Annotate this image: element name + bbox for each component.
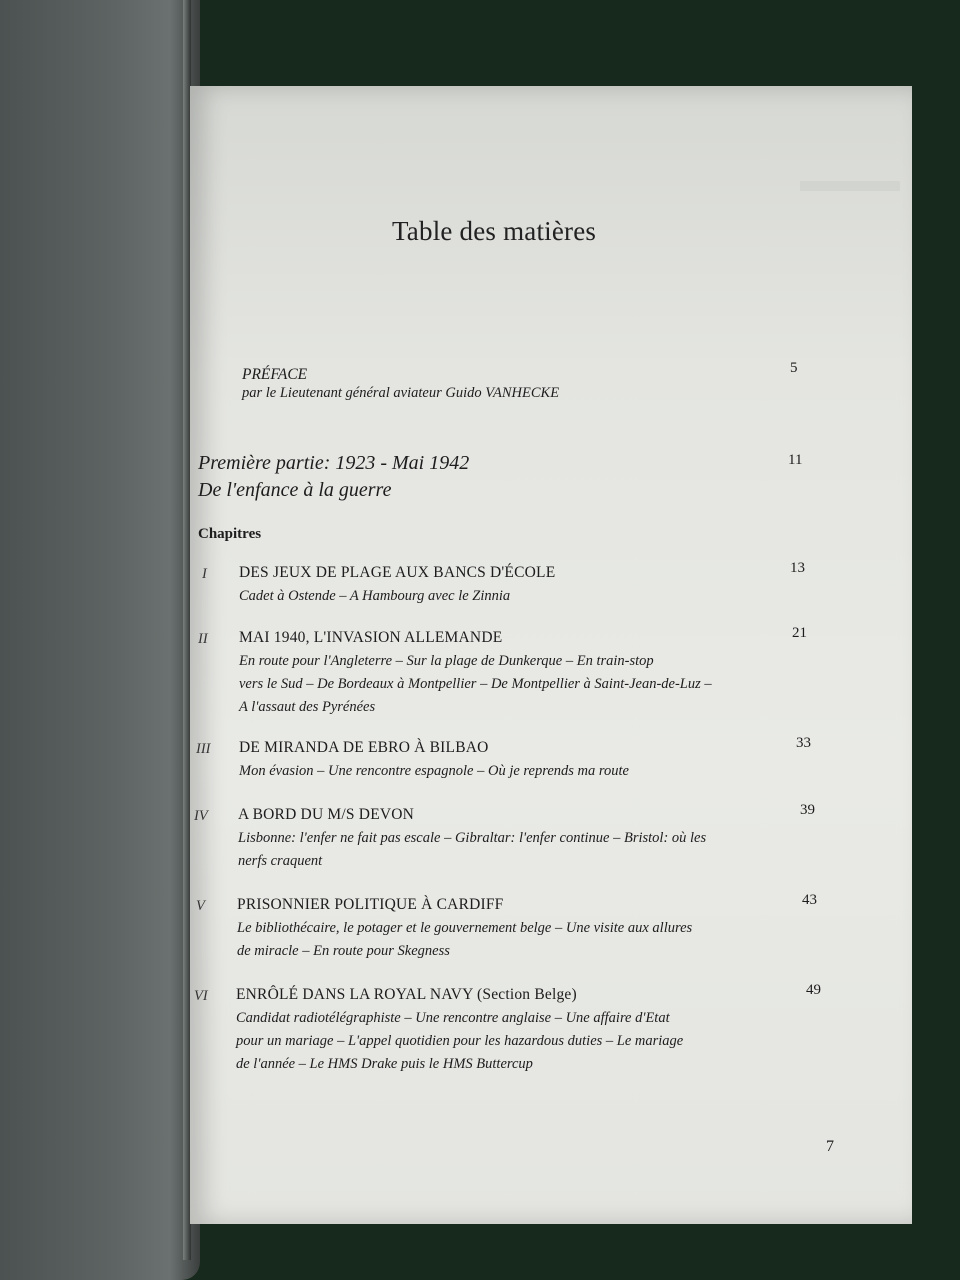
chapter-description-line: Le bibliothécaire, le potager et le gouvernement belge – Une visite aux allures	[237, 920, 693, 936]
preface-page-number: 5	[790, 360, 798, 376]
chapter-number: I	[202, 566, 207, 582]
chapter-title: MAI 1940, L'INVASION ALLEMANDE	[239, 629, 503, 646]
chapter-number: III	[196, 741, 211, 757]
chapter-title: ENRÔLÉ DANS LA ROYAL NAVY (Section Belge)	[236, 986, 577, 1003]
part-subtitle: De l'enfance à la guerre	[198, 479, 392, 501]
chapter-number: IV	[194, 808, 208, 824]
show-through	[800, 181, 900, 191]
chapter-description-line: vers le Sud – De Bordeaux à Montpellier – De Montpellier à Saint-Jean-de-Luz –	[239, 676, 712, 692]
chapter-description-line: Cadet à Ostende – A Hambourg avec le Zinnia	[239, 588, 511, 604]
chapter-title: PRISONNIER POLITIQUE À CARDIFF	[237, 896, 504, 913]
chapters-heading: Chapitres	[198, 526, 262, 542]
part-title: Première partie: 1923 - Mai 1942	[198, 452, 470, 474]
chapter-page-number: 33	[796, 735, 811, 751]
chapter-description-line: nerfs craquent	[238, 853, 323, 869]
chapter-description-line: de miracle – En route pour Skegness	[237, 943, 450, 959]
facing-page	[0, 0, 200, 1280]
chapter-description	[237, 917, 692, 963]
chapter-description-line: Candidat radiotélégraphiste – Une rencontre anglaise – Une affaire d'Etat	[236, 1010, 670, 1026]
chapter-title: DES JEUX DE PLAGE AUX BANCS D'ÉCOLE	[239, 564, 556, 581]
preface-subtitle: par le Lieutenant général aviateur Guido VANHECKE	[242, 385, 560, 401]
chapter-description	[239, 650, 712, 719]
chapter-page-number: 43	[802, 892, 817, 908]
chapter-description	[236, 1007, 683, 1076]
chapter-description-line: Lisbonne: l'enfer ne fait pas escale – Gibraltar: l'enfer continue – Bristol: où les	[238, 830, 707, 846]
chapter-description-line: Mon évasion – Une rencontre espagnole – Où je reprends ma route	[239, 763, 629, 779]
chapter-number: V	[196, 898, 205, 914]
chapter-number: II	[198, 631, 208, 647]
page-folio-number: 7	[826, 1138, 834, 1155]
chapter-description	[238, 827, 706, 873]
chapter-number: VI	[194, 988, 208, 1004]
chapter-description-line: de l'année – Le HMS Drake puis le HMS Buttercup	[236, 1056, 533, 1072]
chapter-description-line: A l'assaut des Pyrénées	[239, 699, 376, 715]
chapter-description-line: En route pour l'Angleterre – Sur la plage de Dunkerque – En train-stop	[239, 653, 654, 669]
chapter-page-number: 39	[800, 802, 815, 818]
chapter-description	[239, 760, 629, 783]
chapter-description	[239, 585, 510, 608]
chapter-title: DE MIRANDA DE EBRO À BILBAO	[239, 739, 489, 756]
preface-label: PRÉFACE	[242, 366, 308, 383]
chapter-title: A BORD DU M/S DEVON	[238, 806, 415, 823]
chapter-page-number: 49	[806, 982, 821, 998]
chapter-description-line: pour un mariage – L'appel quotidien pour les hazardous duties – Le mariage	[236, 1033, 684, 1049]
book-page	[190, 86, 912, 1224]
page-title: Table des matières	[392, 216, 597, 246]
chapter-page-number: 13	[790, 560, 805, 576]
part-page-number: 11	[788, 452, 803, 468]
chapter-page-number: 21	[792, 625, 807, 641]
